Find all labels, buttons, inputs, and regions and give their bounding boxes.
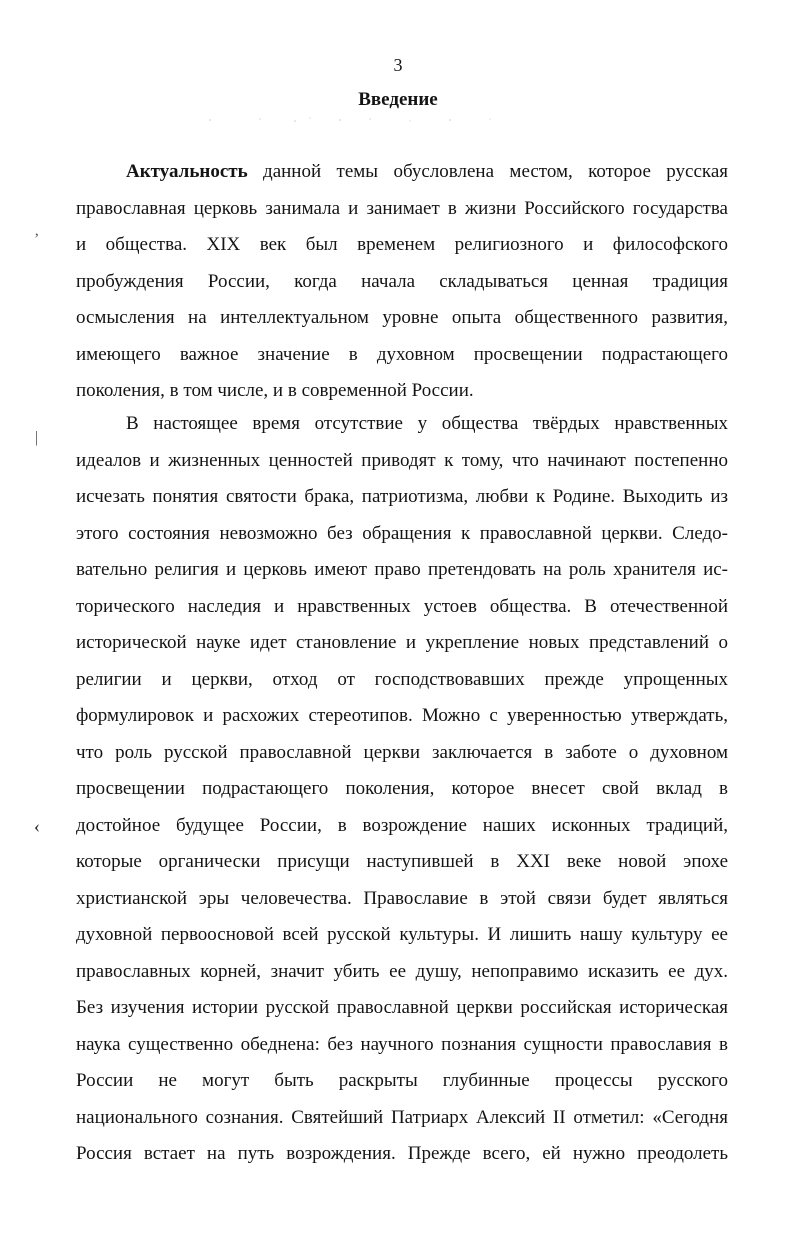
text-line: поколения, в том числе, и в современной России. [76,380,474,401]
text-line: Актуальность данной темы обусловлена местом, которое русская [126,161,728,182]
text-line: что роль русской православной церкви заключается в заботе о духовном [76,741,728,763]
page-number: 3 [393,55,403,75]
text-line: исторической науке идет становление и укрепление новых представлений о [76,632,728,653]
paragraph-relevance [76,154,728,410]
text-line: национального сознания. Святейший Патриарх Алексий II отметил: «Сегодня [76,1106,728,1128]
text-line: и общества. XIX век был временем религиозного и философского [76,234,728,255]
text-line: торического наследия и нравственных устоев общества. В отечественной [76,595,728,617]
section-heading: Введение [358,89,438,110]
text-line: имеющего важное значение в духовном просвещении подрастающего [76,343,728,365]
text-line: просвещении подрастающего поколения, которое внесет свой вклад в [76,778,728,799]
text-line: осмысления на интеллектуальном уровне опыта общественного развития, [76,307,728,328]
term-relevance: Актуальность [126,161,248,182]
text-line: которые органически присущи наступившей в XXI веке новой эпохе [76,851,728,872]
text-line: достойное будущее России, в возрождение наших исконных традиций, [76,814,728,836]
text-line: православная церковь занимала и занимает в жизни Российского государства [76,197,728,219]
margin-speck: ‹ [34,816,40,836]
scan-noise-artifact [200,114,500,126]
text-line: Без изучения истории русской православной церкви российская историческая [76,997,728,1018]
text-line: В настоящее время отсутствие у общества твёрдых нравственных [126,413,728,434]
text-line: исчезать понятия святости брака, патриотизма, любви к Родине. Выходить из [76,486,728,507]
text-line: духовной первоосновой всей русской культуры. И лишить нашу культуру ее [76,924,728,945]
text-line: России не могут быть раскрыты глубинные процессы русского [76,1070,728,1091]
text-line: идеалов и жизненных ценностей приводят к тому, что начинают постепенно [76,449,728,471]
text-line: пробуждения России, когда начала складываться ценная традиция [76,270,728,292]
text-line: наука существенно обеднена: без научного познания сущности православия в [76,1033,728,1055]
text-line: православных корней, значит убить ее душу, непоправимо исказить ее дух. [76,960,728,982]
paragraph-context [76,406,728,1173]
text-line: религии и церкви, отход от господствовавших прежде упрощенных [76,668,728,690]
text-line: формулировок и расхожих стереотипов. Можно с уверенностью утверждать, [76,705,728,726]
margin-speck: ’ [34,231,40,248]
text-line: этого состояния невозможно без обращения к православной церкви. Следо- [76,522,728,544]
margin-speck: | [35,429,39,446]
text-line: христианской эры человечества. Православие в этой связи будет являться [76,887,728,909]
text-line: вательно религия и церковь имеют право претендовать на роль хранителя ис- [76,559,728,580]
text-line: Россия встает на путь возрождения. Прежде всего, ей нужно преодолеть [76,1143,728,1164]
